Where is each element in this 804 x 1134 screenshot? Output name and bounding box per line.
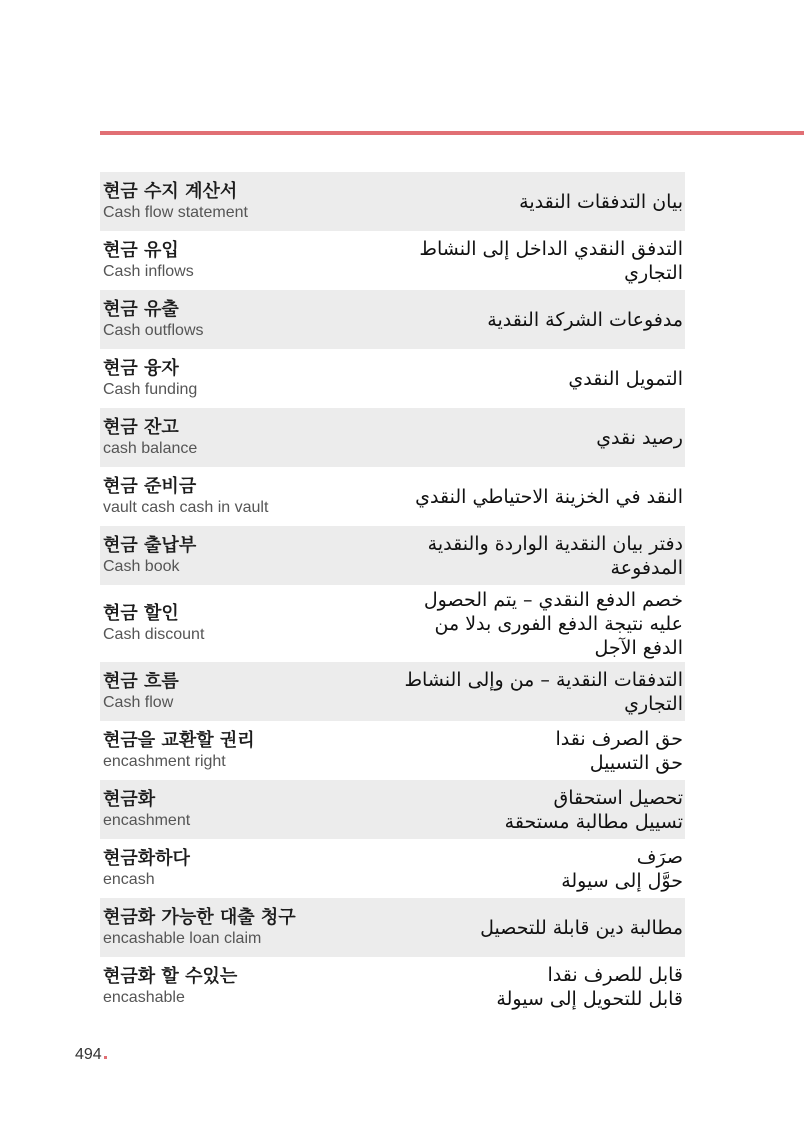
arabic-translation [419,237,683,285]
glossary-row [100,839,685,898]
english-term: encashment right [103,753,226,770]
arabic-translation [415,485,683,509]
english-term: encashable loan claim [103,930,262,947]
arabic-line: تحصيل استحقاق [553,786,683,809]
glossary-entries [100,172,685,1016]
english-term: Cash flow [103,694,174,711]
english-term: cash balance [103,440,198,457]
arabic-line: مدفوعات الشركة النقدية [487,308,683,331]
english-term: encash [103,871,155,888]
arabic-line: مطالبة دين قابلة للتحصيل [480,916,683,939]
arabic-translation [404,668,683,716]
arabic-translation [555,727,683,775]
arabic-line: عليه نتيجة الدفع الفورى بدلا من [434,612,683,635]
arabic-line: قابل للتحويل إلى سيولة [496,987,683,1010]
arabic-line: حوَّل إلى سيولة [561,869,683,892]
english-term: Cash outflows [103,322,204,339]
arabic-translation [505,786,683,834]
arabic-line: التجاري [624,692,683,715]
term-source [103,357,197,400]
korean-term: 현금화하다 [103,848,190,869]
arabic-line: رصيد نقدي [596,426,683,449]
term-source [103,965,237,1008]
glossary-row [100,721,685,780]
korean-term: 현금 유출 [103,299,179,320]
term-source [103,239,194,282]
english-term: encashable [103,989,185,1006]
term-source [103,602,204,645]
arabic-line: حق التسييل [589,751,683,774]
arabic-line: دفتر بيان النقدية الواردة والنقدية [427,532,683,555]
glossary-row [100,172,685,231]
arabic-translation [596,426,683,450]
term-source [103,180,248,223]
arabic-line: تسييل مطالبة مستحقة [504,810,683,833]
arabic-line: الدفع الآجل [594,636,683,659]
english-term: Cash inflows [103,263,194,280]
english-term: encashment [103,812,191,829]
english-term: Cash flow statement [103,204,248,221]
korean-term: 현금 수지 계산서 [103,181,238,202]
glossary-row [100,408,685,467]
arabic-line: حق الصرف نقدا [555,727,683,750]
page-number-text: 494 [75,1046,102,1063]
glossary-row [100,898,685,957]
term-source [103,475,268,518]
glossary-row [100,349,685,408]
term-source [103,729,255,772]
term-source [103,298,204,341]
page-number [75,1046,107,1064]
arabic-line: النقد في الخزينة الاحتياطي النقدي [415,485,683,508]
arabic-translation [480,916,683,940]
glossary-row [100,526,685,585]
arabic-translation [496,963,683,1011]
term-source [103,847,190,890]
arabic-line: التدفق النقدي الداخل إلى النشاط [419,237,683,260]
korean-term: 현금을 교환할 권리 [103,730,255,751]
arabic-translation [519,190,683,214]
arabic-line: المدفوعة [610,556,683,579]
korean-term: 현금 준비금 [103,476,197,497]
glossary-row [100,585,685,662]
term-source [103,416,197,459]
arabic-translation [487,308,683,332]
arabic-line: التمويل النقدي [568,367,683,390]
arabic-line: التجاري [624,261,683,284]
arabic-line: بيان التدفقات النقدية [519,190,683,213]
glossary-row [100,780,685,839]
term-source [103,534,196,577]
page-number-dot [104,1056,107,1059]
english-term: Cash discount [103,626,205,643]
korean-term: 현금화 [103,789,156,810]
arabic-line: التدفقات النقدية – من وإلى النشاط [404,668,683,691]
term-source [103,670,179,713]
korean-term: 현금화 할 수있는 [103,966,238,987]
glossary-row [100,290,685,349]
arabic-translation [568,367,683,391]
term-source [103,906,296,949]
glossary-row [100,662,685,721]
english-term: Cash book [103,558,180,575]
korean-term: 현금 유입 [103,240,179,261]
top-accent-rule [100,131,804,135]
glossary-row [100,231,685,290]
arabic-line: خصم الدفع النقدي – يتم الحصول [423,588,683,611]
korean-term: 현금 출납부 [103,535,197,556]
english-term: vault cash cash in vault [103,499,269,516]
arabic-translation [428,532,683,580]
korean-term: 현금 할인 [103,603,179,624]
arabic-translation [561,845,683,893]
glossary-row [100,467,685,526]
korean-term: 현금 흐름 [103,671,179,692]
arabic-translation [424,588,683,660]
korean-term: 현금 잔고 [103,417,179,438]
arabic-line: قابل للصرف نقدا [547,963,683,986]
term-source [103,788,190,831]
glossary-row [100,957,685,1016]
korean-term: 현금화 가능한 대출 청구 [103,907,296,928]
english-term: Cash funding [103,381,198,398]
arabic-line: صرَف [636,845,683,868]
korean-term: 현금 융자 [103,358,179,379]
